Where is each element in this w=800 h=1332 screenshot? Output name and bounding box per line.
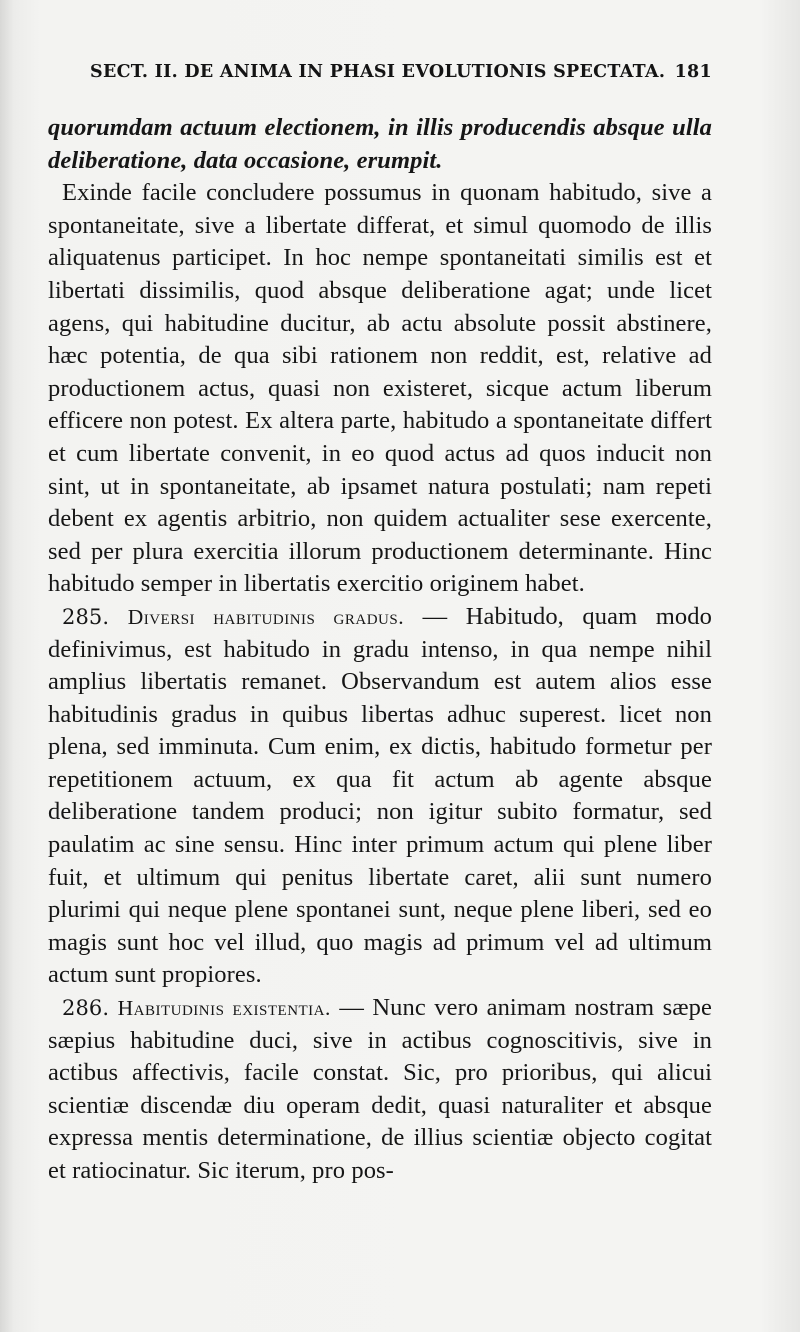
section-number: 285. <box>62 604 110 629</box>
section-286 <box>48 992 712 1188</box>
page-number: 181 <box>674 62 712 82</box>
running-header <box>90 62 712 92</box>
section-title: Diversi habitudinis gradus. <box>127 604 405 629</box>
section-285 <box>48 601 712 992</box>
section-text: — Nunc vero animam nostram sæpe sæpius habitudine duci, sive in actibus cognoscitivis, sive in actibus affectivis, facile constat. Sic, pro prioribus, qui alicui scientiæ discendæ diu operam dedit, quasi naturaliter et absque expressa mentis determinatione, de illius scientiæ objecto cogitat et ratiocinatur. Sic iterum, pro pos- <box>48 994 712 1184</box>
paragraph: Exinde facile concludere possumus in quonam habitudo, sive a spontaneitate, sive a libertate differat, et simul quomodo de illis aliquatenus participet. In hoc nempe spontaneitati similis est et libertati dissimilis, quod absque deliberatione agat; unde licet agens, qui habitudine ducitur, ab actu absolute possit abstinere, hæc potentia, de qua sibi rationem non reddit, est, relative ad productionem actus, quasi non existeret, sicque actum liberum efficere non potest. Ex altera parte, habitudo a spontaneitate differt et cum libertate convenit, in eo quod actus ad quos inducit non sint, ut in spontaneitate, ab ipsamet natura postulati; nam repeti debent ex agentis arbitrio, non quidem actualiter sese exercente, sed per plura exercitia illorum productionem determinante. Hinc habitudo semper in libertatis exercitio originem habet. <box>48 179 712 598</box>
running-title: SECT. II. DE ANIMA IN PHASI EVOLUTIONIS SPECTATA. <box>90 62 666 82</box>
section-text: — Habitudo, quam modo definivimus, est habitudo in gradu intenso, in qua nempe nihil amplius libertatis remanet. Observandum est autem alios esse habitudinis gradus in quibus libertas adhuc superest. licet non plena, sed imminuta. Cum enim, ex dictis, habitudo formetur per repetitionem actuum, ex qua fit actum ab agente absque deliberatione tandem produci; non igitur subito formatur, sed paulatim ac sine sensu. Hinc inter primum actum qui plene liber fuit, et ultimum qui penitus libertate caret, alii sunt numero plurimi qui neque plene spontanei sunt, neque plene liberi, sed eo magis sunt hoc vel illud, quo magis ad primum vel ad ultimum actum sunt propiores. <box>48 602 712 989</box>
body-text <box>48 112 712 1188</box>
paragraph-continuation <box>48 112 712 177</box>
section-title: Habitudinis existentia. <box>117 996 331 1021</box>
section-number: 286. <box>62 996 110 1021</box>
italic-text: quorumdam actuum electionem, in illis producendis absque ulla deliberatione, data occasione, erumpit. <box>48 114 712 174</box>
